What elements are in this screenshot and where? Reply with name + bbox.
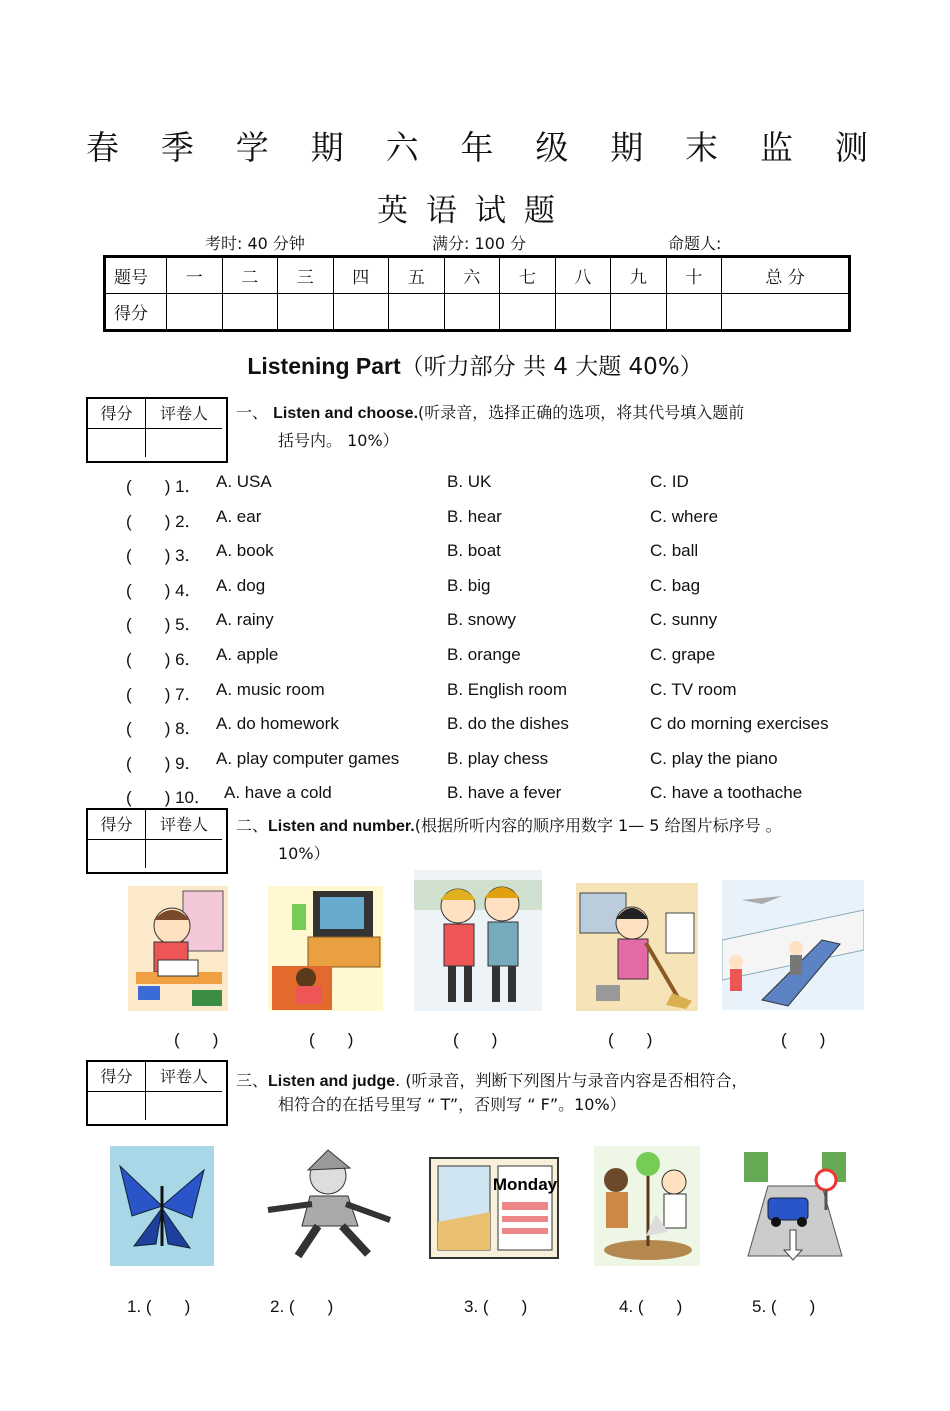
question-number-blank[interactable]: ( ) 10． [126,788,212,807]
section3-instr: . (听录音，判断下列图片与录音内容是否相符合， [395,1071,748,1090]
section2-blank[interactable]: ( ) [174,1030,219,1049]
part-title-bold: Listening Part [247,353,401,379]
grader-score-cell [88,429,146,457]
grader-score-label: 得分 [88,1062,146,1092]
section2-blank[interactable]: ( ) [453,1030,498,1049]
exam-title-char: 测 [834,128,868,167]
score-cell [167,294,223,331]
option-c: C. bag [650,576,701,595]
option-a: A. USA [216,472,272,491]
question-number-blank[interactable]: ( ) 2． [126,512,202,531]
exam-title-char: 年 [460,128,494,167]
option-c: C. sunny [650,610,718,629]
score-table-score-row [105,294,850,331]
section1-instr2: 括号内。 10%） [278,431,399,450]
score-table-col: 三 [278,257,334,294]
option-c: C. TV room [650,680,737,699]
grader-score-label: 得分 [88,399,146,429]
score-table-col: 四 [333,257,389,294]
section3-blank[interactable]: 5. ( ) [752,1297,816,1316]
score-table-label: 题号 [105,257,167,294]
score-cell [333,294,389,331]
section3-blank[interactable]: 4. ( ) [619,1297,683,1316]
question-number-blank[interactable]: ( ) 3． [126,546,202,565]
option-b: B. orange [447,645,521,664]
girl-sweeping-picture [576,883,698,1011]
option-b: B. English room [447,680,567,699]
option-c: C. have a toothache [650,783,803,802]
section3-instr2: 相符合的在括号里写 “ T”，否则写 “ F”。10%） [278,1095,626,1114]
score-table-col: 一 [167,257,223,294]
option-c: C. where [650,507,719,526]
butterfly-picture [110,1146,214,1266]
score-table-col: 总 分 [722,257,850,294]
score-table-col: 七 [500,257,556,294]
option-c: C. play the piano [650,749,778,768]
exam-subtitle: 英语试题 [377,193,573,229]
section2-instr2: 10%） [278,844,330,863]
exam-author: 命题人: [668,234,722,253]
option-a: A. apple [216,645,279,664]
section2-blank[interactable]: ( ) [309,1030,354,1049]
grader-reviewer-label: 评卷人 [146,810,222,840]
exam-title-char: 监 [760,128,794,167]
score-cell [278,294,334,331]
section2-blank[interactable]: ( ) [608,1030,653,1049]
score-table-col: 五 [389,257,445,294]
option-a: A. do homework [216,714,339,733]
question-number-blank[interactable]: ( ) 9． [126,754,202,773]
option-b: B. snowy [447,610,516,629]
exam-title-char: 期 [610,128,644,167]
grader-score-cell [88,840,146,868]
section2-instr: (根据所听内容的顺序用数字 1— 5 给图片标序号 。 [414,816,782,835]
grader-reviewer-label: 评卷人 [146,399,222,429]
option-c: C. ID [650,472,689,491]
exam-time: 考时: 40 分钟 [205,234,305,253]
grader-box-2 [86,808,228,874]
full-score: 满分: 100 分 [432,234,527,253]
score-table-col: 十 [666,257,722,294]
option-b: B. hear [447,507,502,526]
calendar-monday-picture [426,1152,562,1266]
question-number-blank[interactable]: ( ) 6． [126,650,202,669]
section1-instr: (听录音，选择正确的选项，将其代号填入题前 [418,403,745,422]
option-b: B. boat [447,541,501,560]
section3-blank[interactable]: 3. ( ) [464,1297,528,1316]
question-number-blank[interactable]: ( ) 4． [126,581,202,600]
question-number-blank[interactable]: ( ) 1． [126,477,202,496]
car-parking-picture [738,1146,852,1266]
option-c: C do morning exercises [650,714,829,733]
option-c: C. grape [650,645,716,664]
option-b: B. UK [447,472,492,491]
score-cell [500,294,556,331]
section1-heading [236,399,744,428]
option-a: A. music room [216,680,325,699]
section2-heading [236,812,782,841]
option-b: B. play chess [447,749,549,768]
section3-blank[interactable]: 2. ( ) [270,1297,334,1316]
part-title [0,348,950,381]
exam-title-char: 期 [310,128,344,167]
score-cell [222,294,278,331]
section2-blank[interactable]: ( ) [781,1030,826,1049]
score-cell [555,294,611,331]
exam-title-char: 末 [685,128,719,167]
option-a: A. rainy [216,610,274,629]
girl-reading-picture [128,886,228,1011]
exam-title [86,122,868,169]
option-a: A. dog [216,576,266,595]
calendar-day-text: Monday [492,1175,558,1194]
score-table-col: 二 [222,257,278,294]
option-a: A. have a cold [224,783,332,802]
option-b: B. have a fever [447,783,562,802]
grader-score-label: 得分 [88,810,146,840]
section2-title: Listen and number. [268,818,415,835]
section2-num: 二、 [236,816,269,835]
boy-skating-picture [258,1146,398,1266]
section3-num: 三、 [236,1071,269,1090]
exam-title-char: 春 [86,128,119,167]
boy-watching-tv-picture [268,886,383,1011]
question-number-blank[interactable]: ( ) 8． [126,719,202,738]
planting-trees-picture [594,1146,700,1266]
score-table-col: 六 [444,257,500,294]
score-cell [666,294,722,331]
score-table-col: 九 [611,257,667,294]
option-a: A. play computer games [216,749,400,768]
option-c: C. ball [650,541,699,560]
section1-title: Listen and choose. [273,405,419,422]
option-a: A. book [216,541,274,560]
section3-blank[interactable]: 1. ( ) [127,1297,191,1316]
score-table-label: 得分 [105,294,167,331]
exam-title-char: 季 [160,128,194,167]
exam-title-char: 级 [535,128,569,167]
score-table-col: 八 [555,257,611,294]
option-b: B. big [447,576,491,595]
option-b: B. do the dishes [447,714,569,733]
question-number-blank[interactable]: ( ) 5． [126,615,202,634]
grader-score-cell [88,1092,146,1120]
option-a: A. ear [216,507,262,526]
grader-box-3 [86,1060,228,1126]
question-number-blank[interactable]: ( ) 7． [126,685,202,704]
score-table-header-row [105,257,850,294]
exam-title-char: 学 [235,128,269,167]
section3-title: Listen and judge [268,1073,396,1090]
people-boarding-plane-picture [722,880,864,1010]
score-cell [722,294,850,331]
children-going-to-school-picture [414,870,542,1011]
section1-num: 一、 [236,403,269,422]
score-cell [611,294,667,331]
grader-reviewer-label: 评卷人 [146,1062,222,1092]
score-cell [389,294,445,331]
exam-title-char: 六 [385,128,419,167]
part-title-rest: （听力部分 共 4 大题 40%） [400,354,703,380]
grader-box-1 [86,397,228,463]
score-table [103,255,851,332]
score-cell [444,294,500,331]
